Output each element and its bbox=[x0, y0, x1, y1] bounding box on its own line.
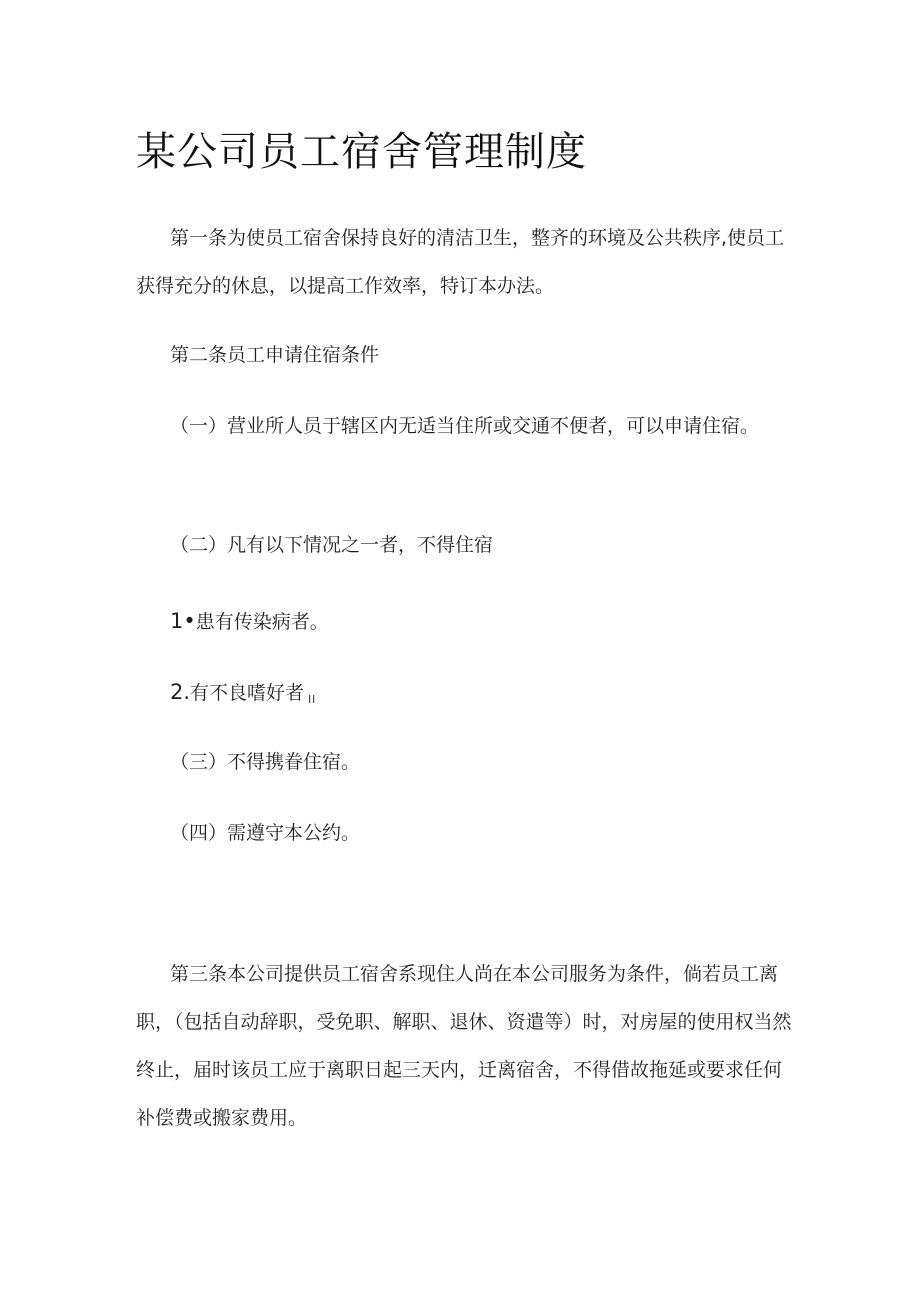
article-2-item-4: （四）需遵守本公约。 bbox=[170, 822, 361, 844]
article-2-item-2: （二）凡有以下情况之一者，不得住宿 bbox=[170, 534, 494, 556]
sub-item-1-text: 患有传染病者。 bbox=[195, 611, 329, 633]
article-2-item-1: （一）营业所人员于辖区内无适当住所或交通不便者，可以申请住宿。 bbox=[170, 415, 760, 437]
article-2-item-3: （三）不得携眷住宿。 bbox=[170, 751, 361, 773]
sub-item-1 bbox=[170, 606, 329, 637]
sub-item-1-number: 1• bbox=[170, 609, 196, 633]
sub-item-2-number: 2. bbox=[170, 680, 191, 704]
article-1: 第一条为使员工宿舍保持良好的清洁卫生，整齐的环境及公共秩序,使员工获得充分的休息，以提高工作效率，特订本办法。 bbox=[136, 227, 785, 297]
sub-item-2-mark: ll bbox=[308, 693, 317, 706]
sub-item-2-text: 有不良嗜好者 bbox=[190, 682, 305, 704]
article-3: 第三条本公司提供员工宿舍系现住人尚在本公司服务为条件，倘若员工离职，（包括自动辞职，受免职、解职、退休、资遣等）时，对房屋的使用权当然终止，届时该员工应于离职日起三天内，迁离宿舍，不得借故拖延或要求任何补偿费或搬家费用。 bbox=[136, 963, 792, 1129]
article-2-heading: 第二条员工申请住宿条件 bbox=[170, 344, 380, 366]
document-title: 某公司员工宿舍管理制度 bbox=[136, 129, 587, 175]
sub-item-2 bbox=[170, 677, 316, 715]
